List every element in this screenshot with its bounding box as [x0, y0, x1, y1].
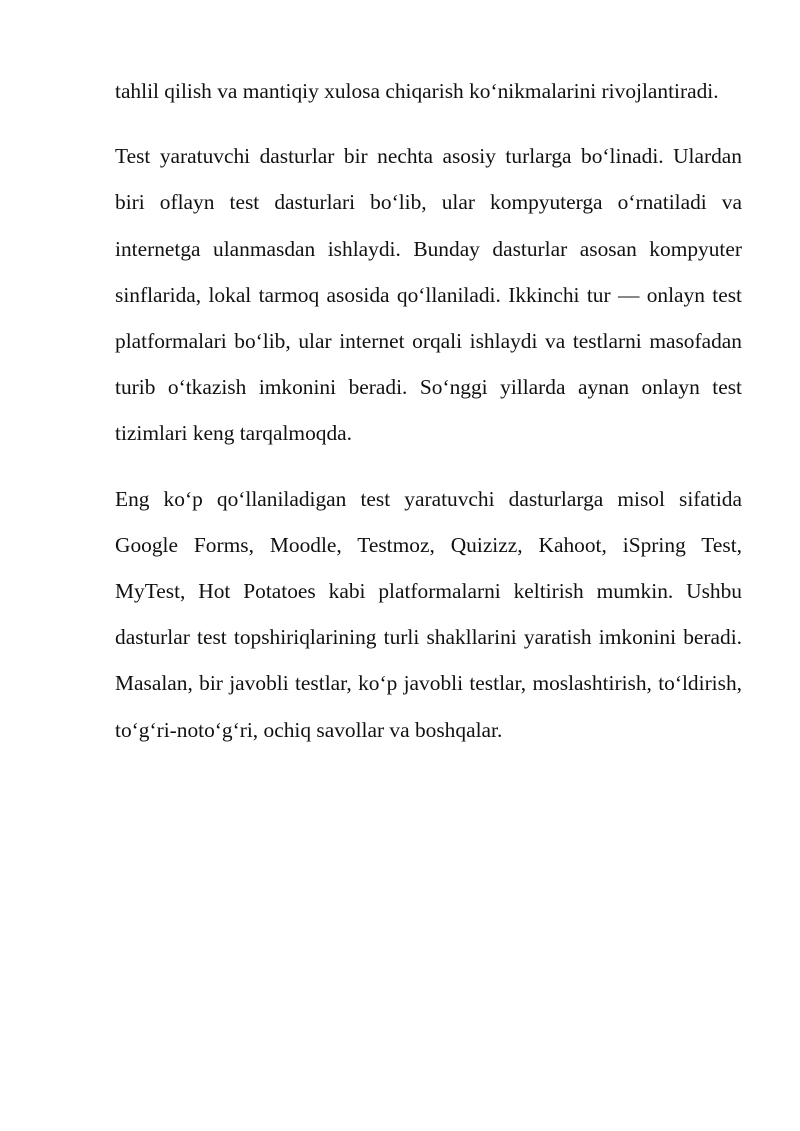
document-page [115, 68, 742, 772]
paragraph-test-program-types: Test yaratuvchi dasturlar bir nechta asosiy turlarga bo‘linadi. Ulardan biri oflayn test dasturlari bo‘lib, ular kompyuterga o‘rnatiladi va internetga ulanmasdan ishlaydi. Bunday dasturlar asosan kompyuter sinflarida, lokal tarmoq asosida qo‘llaniladi. Ikkinchi tur — onlayn test platformalari bo‘lib, ular internet orqali ishlaydi va testlarni masofadan turib o‘tkazish imkonini beradi. So‘nggi yillarda aynan onlayn test tizimlari keng tarqalmoqda. [115, 144, 742, 446]
paragraph-continuation: tahlil qilish va mantiqiy xulosa chiqarish ko‘nikmalarini rivojlantiradi. [115, 79, 719, 103]
paragraph-test-platform-examples: Eng ko‘p qo‘llaniladigan test yaratuvchi dasturlarga misol sifatida Google Forms, Moodle, Testmoz, Quizizz, Kahoot, iSpring Test, MyTest, Hot Potatoes kabi platformalarni keltirish mumkin. Ushbu dasturlar test topshiriqlarining turli shakllarini yaratish imkonini beradi. Masalan, bir javobli testlar, ko‘p javobli testlar, moslashtirish, to‘ldirish, to‘g‘ri-noto‘g‘ri, ochiq savollar va boshqalar. [115, 486, 742, 742]
